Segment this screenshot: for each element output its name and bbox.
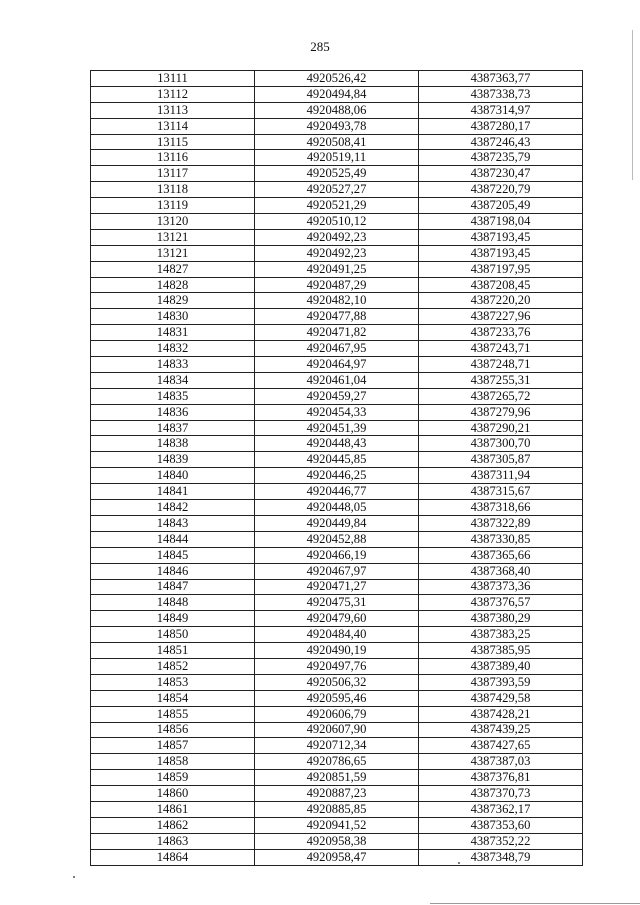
x-coordinate-cell: 4920446,77: [255, 484, 419, 500]
x-coordinate-cell: 4920851,59: [255, 770, 419, 786]
table-row: [91, 706, 583, 722]
table-row: [91, 261, 583, 277]
point-number-cell: 13117: [91, 166, 255, 182]
table-row: [91, 404, 583, 420]
point-number-cell: 14843: [91, 515, 255, 531]
x-coordinate-cell: 4920786,65: [255, 754, 419, 770]
table-row: [91, 325, 583, 341]
table-row: [91, 484, 583, 500]
point-number-cell: 13121: [91, 245, 255, 261]
table-row: [91, 817, 583, 833]
y-coordinate-cell: 4387365,66: [419, 547, 583, 563]
x-coordinate-cell: 4920519,11: [255, 150, 419, 166]
point-number-cell: 14857: [91, 738, 255, 754]
x-coordinate-cell: 4920452,88: [255, 531, 419, 547]
point-number-cell: 14854: [91, 690, 255, 706]
table-row: [91, 515, 583, 531]
y-coordinate-cell: 4387220,20: [419, 293, 583, 309]
table-row: [91, 293, 583, 309]
x-coordinate-cell: 4920459,27: [255, 388, 419, 404]
table-row: [91, 102, 583, 118]
x-coordinate-cell: 4920490,19: [255, 643, 419, 659]
scan-edge-bottom: [430, 903, 640, 904]
x-coordinate-cell: 4920526,42: [255, 71, 419, 87]
x-coordinate-cell: 4920464,97: [255, 357, 419, 373]
table-row: [91, 182, 583, 198]
table-row: [91, 786, 583, 802]
point-number-cell: 14844: [91, 531, 255, 547]
y-coordinate-cell: 4387429,58: [419, 690, 583, 706]
y-coordinate-cell: 4387220,79: [419, 182, 583, 198]
table-row: [91, 86, 583, 102]
y-coordinate-cell: 4387368,40: [419, 563, 583, 579]
table-row: [91, 801, 583, 817]
x-coordinate-cell: 4920446,25: [255, 468, 419, 484]
y-coordinate-cell: 4387322,89: [419, 515, 583, 531]
point-number-cell: 14864: [91, 849, 255, 865]
y-coordinate-cell: 4387428,21: [419, 706, 583, 722]
point-number-cell: 14863: [91, 833, 255, 849]
table-row: [91, 372, 583, 388]
point-number-cell: 13120: [91, 214, 255, 230]
y-coordinate-cell: 4387205,49: [419, 198, 583, 214]
y-coordinate-cell: 4387197,95: [419, 261, 583, 277]
table-row: [91, 71, 583, 87]
point-number-cell: 14848: [91, 595, 255, 611]
table-row: [91, 357, 583, 373]
x-coordinate-cell: 4920475,31: [255, 595, 419, 611]
scan-speck: [73, 876, 75, 878]
table-row: [91, 690, 583, 706]
table-row: [91, 722, 583, 738]
point-number-cell: 14847: [91, 579, 255, 595]
table-row: [91, 166, 583, 182]
point-number-cell: 13115: [91, 134, 255, 150]
x-coordinate-cell: 4920712,34: [255, 738, 419, 754]
point-number-cell: 14832: [91, 341, 255, 357]
y-coordinate-cell: 4387385,95: [419, 643, 583, 659]
y-coordinate-cell: 4387311,94: [419, 468, 583, 484]
point-number-cell: 14829: [91, 293, 255, 309]
y-coordinate-cell: 4387248,71: [419, 357, 583, 373]
x-coordinate-cell: 4920448,43: [255, 436, 419, 452]
y-coordinate-cell: 4387255,31: [419, 372, 583, 388]
point-number-cell: 14853: [91, 674, 255, 690]
point-number-cell: 13113: [91, 102, 255, 118]
y-coordinate-cell: 4387352,22: [419, 833, 583, 849]
x-coordinate-cell: 4920958,38: [255, 833, 419, 849]
coordinates-table: [90, 70, 583, 866]
x-coordinate-cell: 4920488,06: [255, 102, 419, 118]
point-number-cell: 13119: [91, 198, 255, 214]
y-coordinate-cell: 4387376,81: [419, 770, 583, 786]
point-number-cell: 14846: [91, 563, 255, 579]
table-row: [91, 579, 583, 595]
y-coordinate-cell: 4387376,57: [419, 595, 583, 611]
x-coordinate-cell: 4920467,97: [255, 563, 419, 579]
table-row: [91, 754, 583, 770]
y-coordinate-cell: 4387300,70: [419, 436, 583, 452]
point-number-cell: 14840: [91, 468, 255, 484]
x-coordinate-cell: 4920885,85: [255, 801, 419, 817]
table-row: [91, 658, 583, 674]
y-coordinate-cell: 4387427,65: [419, 738, 583, 754]
y-coordinate-cell: 4387393,59: [419, 674, 583, 690]
y-coordinate-cell: 4387246,43: [419, 134, 583, 150]
point-number-cell: 14861: [91, 801, 255, 817]
point-number-cell: 14860: [91, 786, 255, 802]
table-row: [91, 563, 583, 579]
point-number-cell: 13114: [91, 118, 255, 134]
point-number-cell: 14839: [91, 452, 255, 468]
y-coordinate-cell: 4387389,40: [419, 658, 583, 674]
y-coordinate-cell: 4387227,96: [419, 309, 583, 325]
table-row: [91, 420, 583, 436]
x-coordinate-cell: 4920521,29: [255, 198, 419, 214]
point-number-cell: 14845: [91, 547, 255, 563]
x-coordinate-cell: 4920958,47: [255, 849, 419, 865]
table-row: [91, 849, 583, 865]
point-number-cell: 13116: [91, 150, 255, 166]
x-coordinate-cell: 4920525,49: [255, 166, 419, 182]
table-row: [91, 833, 583, 849]
table-row: [91, 738, 583, 754]
table-row: [91, 309, 583, 325]
y-coordinate-cell: 4387383,25: [419, 627, 583, 643]
table-row: [91, 150, 583, 166]
x-coordinate-cell: 4920607,90: [255, 722, 419, 738]
x-coordinate-cell: 4920491,25: [255, 261, 419, 277]
point-number-cell: 13111: [91, 71, 255, 87]
x-coordinate-cell: 4920484,40: [255, 627, 419, 643]
y-coordinate-cell: 4387290,21: [419, 420, 583, 436]
y-coordinate-cell: 4387305,87: [419, 452, 583, 468]
x-coordinate-cell: 4920606,79: [255, 706, 419, 722]
x-coordinate-cell: 4920487,29: [255, 277, 419, 293]
point-number-cell: 14835: [91, 388, 255, 404]
y-coordinate-cell: 4387439,25: [419, 722, 583, 738]
point-number-cell: 14856: [91, 722, 255, 738]
point-number-cell: 14862: [91, 817, 255, 833]
x-coordinate-cell: 4920482,10: [255, 293, 419, 309]
point-number-cell: 14851: [91, 643, 255, 659]
table-row: [91, 134, 583, 150]
x-coordinate-cell: 4920494,84: [255, 86, 419, 102]
point-number-cell: 14841: [91, 484, 255, 500]
table-row: [91, 674, 583, 690]
y-coordinate-cell: 4387193,45: [419, 229, 583, 245]
table-row: [91, 627, 583, 643]
table-row: [91, 595, 583, 611]
x-coordinate-cell: 4920941,52: [255, 817, 419, 833]
y-coordinate-cell: 4387280,17: [419, 118, 583, 134]
y-coordinate-cell: 4387230,47: [419, 166, 583, 182]
x-coordinate-cell: 4920493,78: [255, 118, 419, 134]
point-number-cell: 14838: [91, 436, 255, 452]
table-row: [91, 452, 583, 468]
page-number: 285: [310, 39, 330, 54]
x-coordinate-cell: 4920467,95: [255, 341, 419, 357]
x-coordinate-cell: 4920448,05: [255, 500, 419, 516]
table-row: [91, 277, 583, 293]
coordinates-table-body: [91, 71, 583, 866]
x-coordinate-cell: 4920471,27: [255, 579, 419, 595]
table-row: [91, 388, 583, 404]
x-coordinate-cell: 4920477,88: [255, 309, 419, 325]
x-coordinate-cell: 4920497,76: [255, 658, 419, 674]
table-row: [91, 770, 583, 786]
point-number-cell: 14855: [91, 706, 255, 722]
y-coordinate-cell: 4387387,03: [419, 754, 583, 770]
x-coordinate-cell: 4920508,41: [255, 134, 419, 150]
y-coordinate-cell: 4387193,45: [419, 245, 583, 261]
point-number-cell: 14842: [91, 500, 255, 516]
x-coordinate-cell: 4920492,23: [255, 245, 419, 261]
table-row: [91, 118, 583, 134]
point-number-cell: 14850: [91, 627, 255, 643]
point-number-cell: 14837: [91, 420, 255, 436]
y-coordinate-cell: 4387314,97: [419, 102, 583, 118]
table-row: [91, 500, 583, 516]
y-coordinate-cell: 4387353,60: [419, 817, 583, 833]
point-number-cell: 13118: [91, 182, 255, 198]
point-number-cell: 14830: [91, 309, 255, 325]
point-number-cell: 13121: [91, 229, 255, 245]
x-coordinate-cell: 4920445,85: [255, 452, 419, 468]
x-coordinate-cell: 4920510,12: [255, 214, 419, 230]
scan-edge: [632, 30, 633, 180]
y-coordinate-cell: 4387362,17: [419, 801, 583, 817]
point-number-cell: 14827: [91, 261, 255, 277]
y-coordinate-cell: 4387338,73: [419, 86, 583, 102]
point-number-cell: 14834: [91, 372, 255, 388]
point-number-cell: 14836: [91, 404, 255, 420]
y-coordinate-cell: 4387318,66: [419, 500, 583, 516]
point-number-cell: 14852: [91, 658, 255, 674]
y-coordinate-cell: 4387363,77: [419, 71, 583, 87]
x-coordinate-cell: 4920454,33: [255, 404, 419, 420]
scan-speck: [458, 862, 460, 864]
table-row: [91, 611, 583, 627]
point-number-cell: 14831: [91, 325, 255, 341]
x-coordinate-cell: 4920461,04: [255, 372, 419, 388]
table-row: [91, 547, 583, 563]
x-coordinate-cell: 4920506,32: [255, 674, 419, 690]
x-coordinate-cell: 4920527,27: [255, 182, 419, 198]
x-coordinate-cell: 4920479,60: [255, 611, 419, 627]
x-coordinate-cell: 4920595,46: [255, 690, 419, 706]
y-coordinate-cell: 4387198,04: [419, 214, 583, 230]
y-coordinate-cell: 4387380,29: [419, 611, 583, 627]
y-coordinate-cell: 4387265,72: [419, 388, 583, 404]
table-row: [91, 198, 583, 214]
x-coordinate-cell: 4920887,23: [255, 786, 419, 802]
point-number-cell: 14828: [91, 277, 255, 293]
y-coordinate-cell: 4387279,96: [419, 404, 583, 420]
table-row: [91, 468, 583, 484]
table-row: [91, 214, 583, 230]
y-coordinate-cell: 4387208,45: [419, 277, 583, 293]
table-row: [91, 245, 583, 261]
table-row: [91, 531, 583, 547]
table-row: [91, 436, 583, 452]
point-number-cell: 14858: [91, 754, 255, 770]
x-coordinate-cell: 4920471,82: [255, 325, 419, 341]
x-coordinate-cell: 4920492,23: [255, 229, 419, 245]
y-coordinate-cell: 4387373,36: [419, 579, 583, 595]
table-row: [91, 341, 583, 357]
x-coordinate-cell: 4920449,84: [255, 515, 419, 531]
table-row: [91, 229, 583, 245]
table-row: [91, 643, 583, 659]
y-coordinate-cell: 4387348,79: [419, 849, 583, 865]
x-coordinate-cell: 4920451,39: [255, 420, 419, 436]
point-number-cell: 14859: [91, 770, 255, 786]
y-coordinate-cell: 4387315,67: [419, 484, 583, 500]
y-coordinate-cell: 4387370,73: [419, 786, 583, 802]
point-number-cell: 14849: [91, 611, 255, 627]
point-number-cell: 13112: [91, 86, 255, 102]
y-coordinate-cell: 4387243,71: [419, 341, 583, 357]
x-coordinate-cell: 4920466,19: [255, 547, 419, 563]
y-coordinate-cell: 4387233,76: [419, 325, 583, 341]
y-coordinate-cell: 4387330,85: [419, 531, 583, 547]
y-coordinate-cell: 4387235,79: [419, 150, 583, 166]
point-number-cell: 14833: [91, 357, 255, 373]
